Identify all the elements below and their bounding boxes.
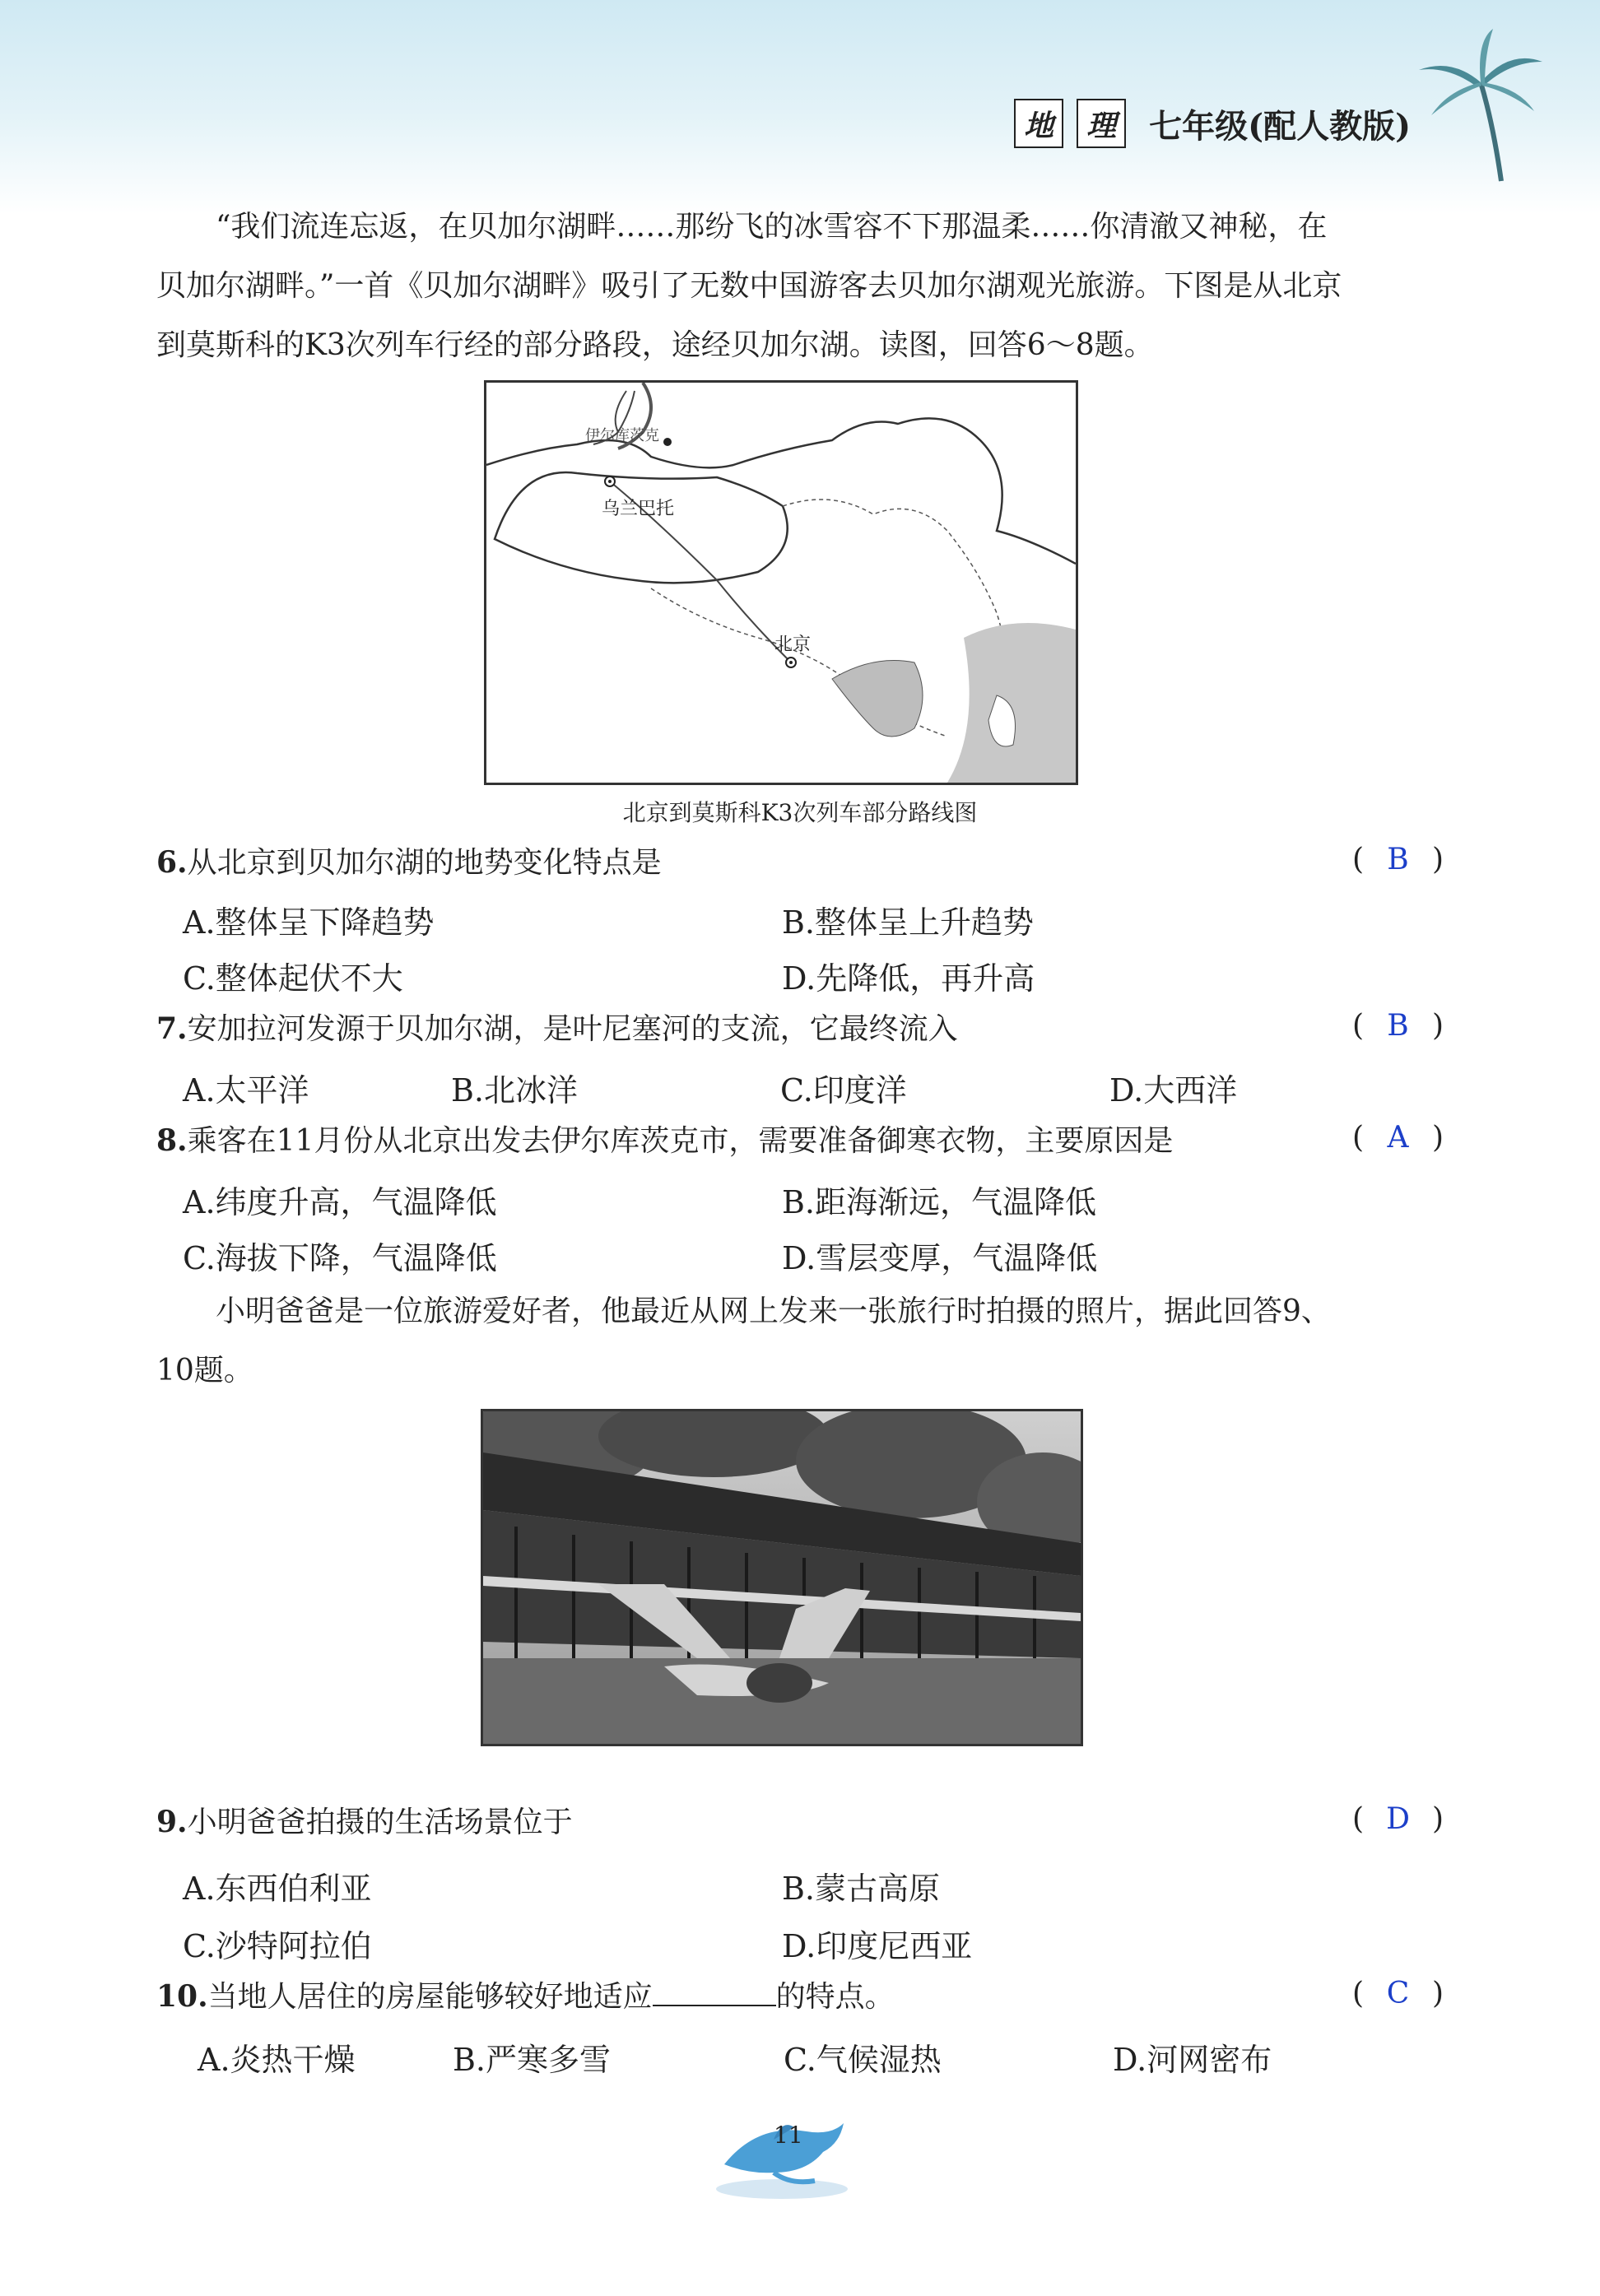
- option-10b: B.严寒多雪: [453, 2042, 612, 2078]
- answer-8: ( A ): [1352, 1121, 1444, 1155]
- option-10d: D.河网密布: [1113, 2042, 1272, 2078]
- option-6a: A.整体呈下降趋势: [183, 904, 435, 941]
- grade-title: 七年级(配人教版): [1149, 106, 1411, 146]
- subject-box-2: 理: [1077, 99, 1126, 148]
- option-7a: A.太平洋: [183, 1072, 309, 1108]
- option-10a: A.炎热干燥: [198, 2042, 356, 2078]
- intro2-line-1: 小明爸爸是一位旅游爱好者，他最近从网上发来一张旅行时拍摄的照片，据此回答9、: [216, 1294, 1331, 1328]
- map-label-ulaanbaatar: 乌兰巴托: [602, 499, 675, 519]
- question-9: 9.小明爸爸拍摄的生活场景位于: [156, 1805, 573, 1839]
- subject-box-1: 地: [1014, 99, 1063, 148]
- option-7b: B.北冰洋: [451, 1072, 579, 1108]
- map-caption: 北京到莫斯科K3次列车部分路线图: [622, 799, 978, 826]
- question-8: 8.乘客在11月份从北京出发去伊尔库茨克市，需要准备御寒衣物，主要原因是: [156, 1123, 1174, 1158]
- intro-line-2: 贝加尔湖畔。”一首《贝加尔湖畔》吸引了无数中国游客去贝加尔湖观光旅游。下图是从北京: [156, 269, 1342, 303]
- option-9b: B.蒙古高原: [782, 1871, 941, 1907]
- option-6d: D.先降低，再升高: [782, 960, 1035, 997]
- palm-tree-icon: [1402, 25, 1551, 189]
- map-label-irkutsk: 伊尔库茨克: [585, 427, 659, 444]
- answer-10: ( C ): [1352, 1977, 1444, 2010]
- intro2-line-2: 10题。: [156, 1354, 253, 1387]
- question-7: 7.安加拉河发源于贝加尔湖，是叶尼塞河的支流，它最终流入: [156, 1011, 958, 1046]
- intro-line-3: 到莫斯科的K3次列车行经的部分路段，途经贝加尔湖。读图，回答6～8题。: [156, 328, 1154, 362]
- page-number: 11: [774, 2122, 803, 2149]
- answer-6: ( B ): [1352, 843, 1444, 876]
- option-7d: D.大西洋: [1109, 1072, 1238, 1108]
- option-8d: D.雪层变厚，气温降低: [782, 1240, 1098, 1276]
- map-label-beijing: 北京: [774, 634, 812, 655]
- option-9a: A.东西伯利亚: [183, 1871, 372, 1907]
- route-map: [484, 380, 1078, 785]
- option-10c: C.气候湿热: [784, 2042, 942, 2078]
- option-7c: C.印度洋: [780, 1072, 907, 1108]
- option-6b: B.整体呈上升趋势: [782, 904, 1035, 941]
- option-9d: D.印度尼西亚: [782, 1928, 973, 1964]
- question-10: 10.当地人居住的房屋能够较好地适应 的特点。: [156, 1979, 895, 2014]
- stilt-house-photo: [481, 1409, 1083, 1746]
- option-8b: B.距海渐远，气温降低: [782, 1184, 1097, 1220]
- page-header: [1014, 99, 1411, 148]
- answer-blank: [653, 1980, 776, 2006]
- option-8c: C.海拔下降，气温降低: [183, 1240, 497, 1276]
- intro-line-1: “我们流连忘返，在贝加尔湖畔……那纷飞的冰雪容不下那温柔……你清澈又神秘，在: [216, 210, 1328, 244]
- option-8a: A.纬度升高，气温降低: [183, 1184, 497, 1220]
- option-6c: C.整体起伏不大: [183, 960, 403, 997]
- answer-9: ( D ): [1352, 1802, 1444, 1836]
- answer-7: ( B ): [1352, 1009, 1444, 1043]
- question-6: 6.从北京到贝加尔湖的地势变化特点是: [156, 845, 662, 880]
- option-9c: C.沙特阿拉伯: [183, 1928, 372, 1964]
